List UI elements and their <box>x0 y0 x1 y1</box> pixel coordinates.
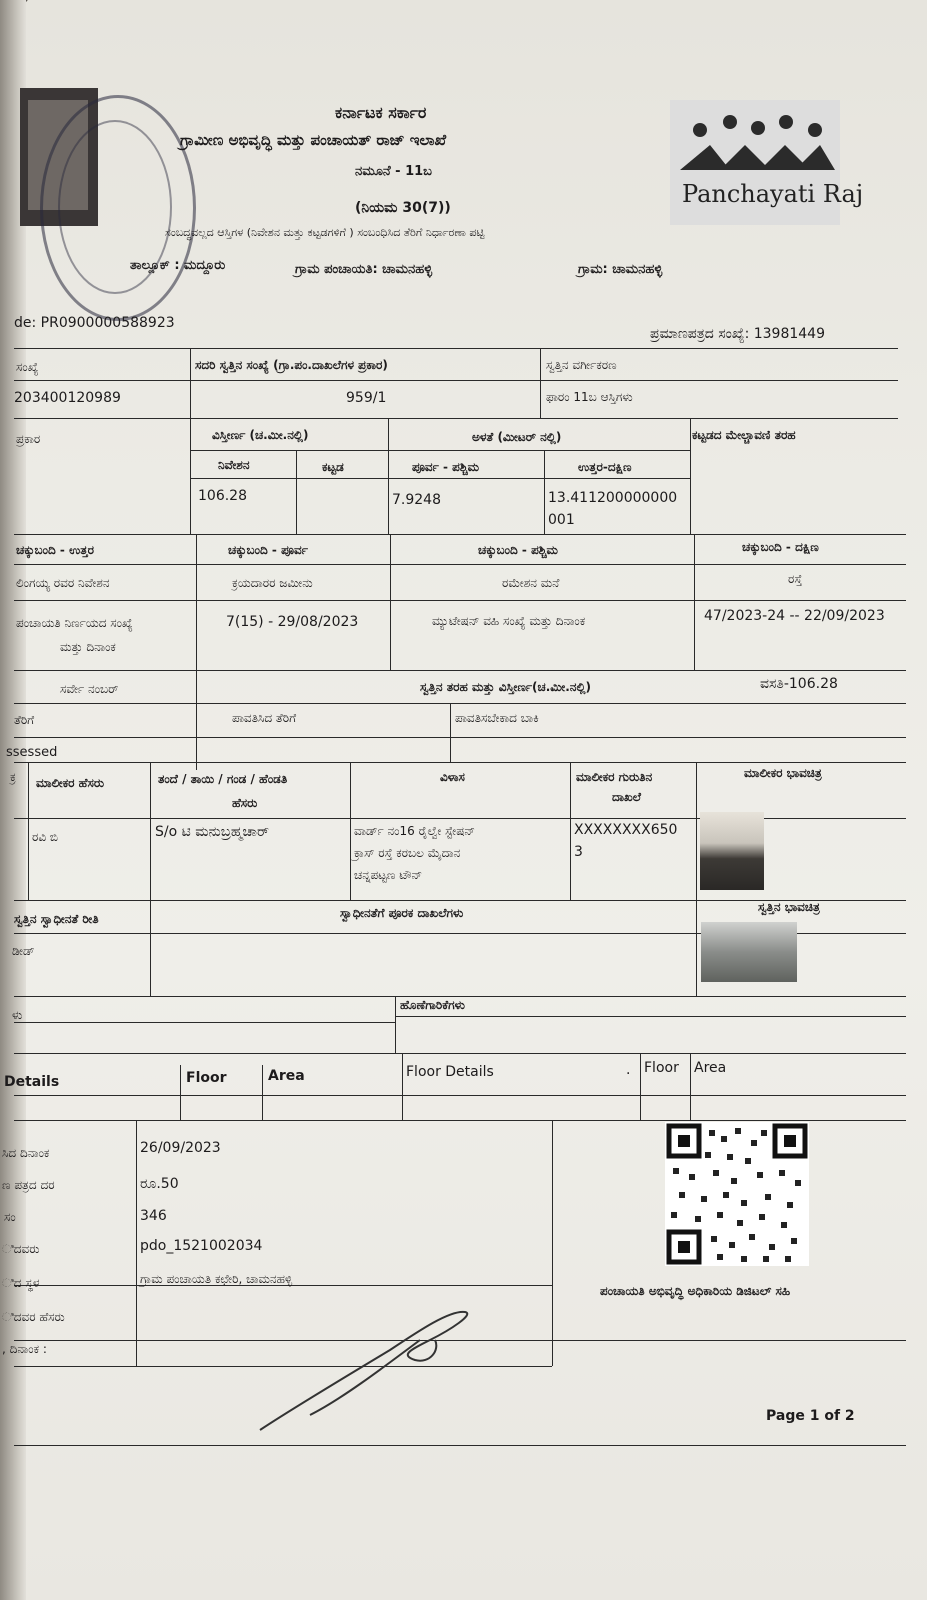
assessed-label: ssessed <box>6 745 58 760</box>
mutation-value: 47/2023-24 -- 22/09/2023 <box>704 608 885 624</box>
table-line <box>14 418 898 419</box>
date-label-2: , ದಿನಾಂಕ : <box>2 1342 47 1356</box>
type-area-value: ವಸತಿ-106.28 <box>760 676 838 692</box>
table-line <box>196 534 197 770</box>
table-line <box>14 737 906 738</box>
west-boundary-label: ಚಕ್ಕುಬಂದಿ - ಪಶ್ಚಿಮ <box>478 543 558 557</box>
type-label: ಪ್ರಕಾರ <box>16 432 41 446</box>
owner-address-3: ಚನ್ನಪಟ್ಟಣ ಟೌನ್ <box>354 868 423 882</box>
col-sl-header: ಕ್ರ <box>10 770 16 784</box>
table-line <box>14 564 906 565</box>
fee-label: ಣ ಪತ್ರದ ದರ <box>2 1178 55 1192</box>
paid-tax-label: ಪಾವತಿಸಿದ ತೆರಿಗೆ <box>232 711 297 725</box>
col-owner-id-1: ಮಾಲೀಕರ ಗುರುತಿನ <box>576 770 653 784</box>
table-line <box>14 703 906 704</box>
north-boundary-label: ಚಕ್ಕುಬಂದಿ - ಉತ್ತರ <box>16 543 94 557</box>
possession-mode-label: ಸ್ವತ್ತಿನ ಸ್ವಾಧೀನತೆ ರೀತಿ <box>14 912 99 926</box>
table-line <box>395 996 396 1053</box>
table-line <box>28 762 29 900</box>
table-line <box>402 1053 403 1120</box>
table-line <box>14 670 906 671</box>
certificate-number: ಪ್ರಮಾಣಪತ್ರದ ಸಂಖ್ಯೆ: 13981449 <box>650 326 825 342</box>
table-line <box>190 450 690 451</box>
table-line <box>540 348 541 418</box>
east-west-header: ಪೂರ್ವ - ಪಶ್ಚಿಮ <box>412 460 480 474</box>
col-father-name-1: ತಂದೆ / ತಾಯಿ / ಗಂಡ / ಹೆಂಡತಿ <box>158 772 288 786</box>
table-line <box>14 348 898 349</box>
site-header: ನಿವೇಶನ <box>218 458 250 472</box>
certificate-fee: ರೂ.50 <box>140 1176 179 1192</box>
area-header: ವಿಸ್ತೀರ್ಣ (ಚ.ಮೀ.ನಲ್ಲಿ) <box>212 428 309 442</box>
table-line <box>14 818 906 819</box>
north-south-value-1: 13.411200000000 <box>548 490 678 506</box>
table-line <box>136 1120 137 1366</box>
dept-title: ಗ್ರಾಮೀಣ ಅಭಿವೃದ್ಧಿ ಮತ್ತು ಪಂಚಾಯತ್ ರಾಜ್ ಇಲಾಖೆ <box>180 131 447 149</box>
property-number: 959/1 <box>346 390 387 406</box>
table-line <box>552 1120 553 1366</box>
owner-name: ರವಿ ಬಿ <box>32 830 58 844</box>
issue-date-label: ಸಿದ ದಿನಾಂಕ <box>2 1146 50 1160</box>
due-tax-label: ಪಾವತಿಸಬೇಕಾದ ಬಾಕಿ <box>455 711 539 725</box>
property-photo-label: ಸ್ವತ್ತಿನ ಭಾವಚಿತ್ರ <box>758 900 820 914</box>
table-line <box>14 1445 906 1446</box>
taluk: ತಾಲ್ಲೂಕ್ : ಮದ್ದೂರು <box>130 258 226 273</box>
south-boundary-label: ಚಕ್ಕುಬಂದಿ - ದಕ್ಷಿಣ <box>742 540 819 554</box>
gram-panchayat: ಗ್ರಾಮ ಪಂಚಾಯತಿ: ಚಾಮನಹಳ್ಳಿ <box>295 262 433 277</box>
floor-details-label: Floor Details <box>406 1064 494 1080</box>
issued-by-label: ಿದವರು <box>2 1242 40 1256</box>
table-line <box>14 996 906 997</box>
area-label: Area <box>268 1068 305 1084</box>
east-west-value: 7.9248 <box>392 492 441 508</box>
floor-label-2: Floor <box>644 1060 679 1076</box>
issue-place: ಗ್ರಾಮ ಪಂಚಾಯತಿ ಕಛೇರಿ, ಚಾಮನಹಳ್ಳಿ <box>140 1272 293 1286</box>
page-number: Page 1 of 2 <box>766 1408 855 1424</box>
issue-date: 26/09/2023 <box>140 1140 221 1156</box>
roof-header: ಕಟ್ಟಡದ ಮೇಲ್ಚಾವಣಿ ತರಹ <box>692 428 796 442</box>
property-class: ಫಾರಂ 11ಬ ಆಸ್ತಿಗಳು <box>546 390 633 404</box>
north-south-header: ಉತ್ತರ-ದಕ್ಷಿಣ <box>578 460 632 474</box>
form-number: ನಮೂನೆ - 11ಬ <box>355 164 432 179</box>
resolution-label-1: ಪಂಚಾಯತಿ ನಿರ್ಣಯದ ಸಂಖ್ಯೆ <box>16 616 133 630</box>
table-line <box>14 1120 906 1121</box>
table-line <box>696 762 697 996</box>
table-line <box>190 348 191 534</box>
dimension-header: ಅಳತೆ (ಮೀಟರ್ ನಲ್ಲಿ) <box>472 430 562 444</box>
survey-label: ಸರ್ವೇ ನಂಬರ್ <box>60 682 119 696</box>
table-line <box>14 1022 395 1023</box>
table-line <box>690 1053 691 1120</box>
table-line <box>262 1065 263 1120</box>
table-line <box>570 762 571 900</box>
form-subtitle: ಸಂಬದ್ಧವಲ್ಲದ ಆಸ್ತಿಗಳ (ನಿವೇಶನ ಮತ್ತು ಕಟ್ಟಡಗಳಿಗೆ ) ಸಂಬಂಧಿಸಿದ ತೆರಿಗೆ ನಿರ್ಧಾರಣಾ ಪಟ್ಟಿ <box>165 226 485 239</box>
signature-scribble <box>250 1300 480 1440</box>
qr-code-icon <box>665 1122 809 1266</box>
table-line <box>190 478 690 479</box>
table-line <box>296 450 297 534</box>
certificate-serial: 346 <box>140 1208 167 1224</box>
owner-id-2: 3 <box>574 844 583 860</box>
table-line <box>390 534 391 670</box>
table-line <box>150 762 151 900</box>
floor-label: Floor <box>186 1070 227 1086</box>
table-line <box>395 1016 906 1017</box>
col-owner-name: ಮಾಲೀಕರ ಹೆಸರು <box>36 776 105 790</box>
table-line <box>14 600 906 601</box>
table-line <box>450 703 451 762</box>
col-class-header: ಸ್ವತ್ತಿನ ವರ್ಗೀಕರಣ <box>546 358 617 372</box>
liabilities-label: ಹೊಣೆಗಾರಿಕೆಗಳು <box>400 998 465 1012</box>
col-owner-id-2: ದಾಖಲೆ <box>612 790 641 804</box>
col-owner-photo: ಮಾಲೀಕರ ಭಾವಚಿತ್ರ <box>744 766 822 780</box>
table-line <box>14 380 898 381</box>
resolution-value: 7(15) - 29/08/2023 <box>226 614 359 630</box>
east-boundary-label: ಚಕ್ಕುಬಂದಿ - ಪೂರ್ವ <box>228 543 308 557</box>
site-area: 106.28 <box>198 488 247 504</box>
owner-address-1: ವಾರ್ಡ್ ನಂ16 ರೈಲ್ವೇ ಸ್ಟೇಷನ್ <box>354 824 475 838</box>
col-no-header: ಸಂಖ್ಯೆ <box>16 360 39 374</box>
issue-place-label: ಿದ ಸ್ಥಳ <box>2 1276 40 1290</box>
col-father-name-2: ಹೆಸರು <box>232 796 258 810</box>
table-line <box>640 1053 641 1120</box>
dot-mark: . <box>626 1062 631 1078</box>
west-boundary: ರಮೇಶನ ಮನೆ <box>502 576 560 590</box>
property-code: de: PR0900000588923 <box>14 315 175 331</box>
tax-label: ತೆರಿಗೆ <box>14 713 35 727</box>
issuer-name-label: ಿದವರ ಹೆಸರು <box>2 1310 65 1324</box>
govt-title: ಕರ್ನಾಟಕ ಸರ್ಕಾರ <box>335 103 427 122</box>
logo-text: Panchayati Raj <box>682 180 864 208</box>
digital-signature-label: ಪಂಚಾಯತಿ ಅಭಿವೃದ್ಧಿ ಅಧಿಕಾರಿಯ ಡಿಜಿಟಲ್ ಸಹಿ <box>600 1284 791 1298</box>
col-address: ವಿಳಾಸ <box>440 770 465 784</box>
table-line <box>180 1065 181 1120</box>
resolution-label-2: ಮತ್ತು ದಿನಾಂಕ <box>60 640 116 654</box>
deed-label: ಡೀಡ್ <box>12 944 35 958</box>
area-label-2: Area <box>694 1060 727 1076</box>
north-south-value-2: 001 <box>548 512 575 528</box>
owner-photo <box>700 812 764 890</box>
qr-code <box>665 1122 809 1266</box>
col-prop-no-header: ಸದರಿ ಸ್ವತ್ತಿನ ಸಂಖ್ಯೆ (ಗ್ರಾ.ಪಂ.ದಾಖಲೆಗಳ ಪ್ರಕಾರ) <box>195 358 388 372</box>
south-boundary: ರಸ್ತೆ <box>788 572 803 586</box>
details-label: Details <box>4 1074 60 1090</box>
type-area-label: ಸ್ವತ್ತಿನ ತರಹ ಮತ್ತು ವಿಸ್ತೀರ್ಣ(ಚ.ಮೀ.ನಲ್ಲಿ) <box>420 680 592 694</box>
page-binding-shadow <box>0 0 26 1600</box>
building-header: ಕಟ್ಟಡ <box>322 460 344 474</box>
table-line <box>690 418 691 534</box>
table-line <box>350 762 351 900</box>
property-photo <box>701 922 797 982</box>
number-label: ಸಂ <box>4 1210 16 1224</box>
table-line <box>150 900 151 996</box>
owner-address-2: ಕ್ರಾಸ್ ರಸ್ತೆ ಕರಬಲ ಮೈದಾನ <box>354 846 461 860</box>
table-line <box>14 762 906 763</box>
issued-by: pdo_1521002034 <box>140 1238 263 1254</box>
north-boundary: ಲಿಂಗಯ್ಯ ರವರ ನಿವೇಶನ <box>16 576 110 590</box>
east-boundary: ಕ್ರಯದಾರರ ಜಮೀನು <box>232 576 313 590</box>
mutation-label: ಮ್ಯುಟೇಷನ್ ವಹಿ ಸಂಖ್ಯೆ ಮತ್ತು ದಿನಾಂಕ <box>432 614 586 628</box>
table-line <box>544 450 545 534</box>
table-line <box>14 1095 906 1096</box>
village: ಗ್ರಾಮ: ಚಾಮನಹಳ್ಳಿ <box>578 262 663 277</box>
property-id: 203400120989 <box>14 390 121 406</box>
table-line <box>14 1053 906 1054</box>
father-name: S/o ಟಿ ಮನುಬ್ರಹ್ಮಚಾರ್ <box>155 824 269 840</box>
liabilities-row-label: ಳು <box>12 1008 23 1022</box>
table-line <box>694 534 695 670</box>
rule-number: (ನಿಯಮ 30(7)) <box>355 200 451 216</box>
table-line <box>14 534 906 535</box>
table-line <box>388 418 389 534</box>
possession-docs-label: ಸ್ವಾಧೀನತೆಗೆ ಪೂರಕ ದಾಖಲೆಗಳು <box>340 906 464 920</box>
owner-id-1: XXXXXXXX650 <box>574 822 678 838</box>
